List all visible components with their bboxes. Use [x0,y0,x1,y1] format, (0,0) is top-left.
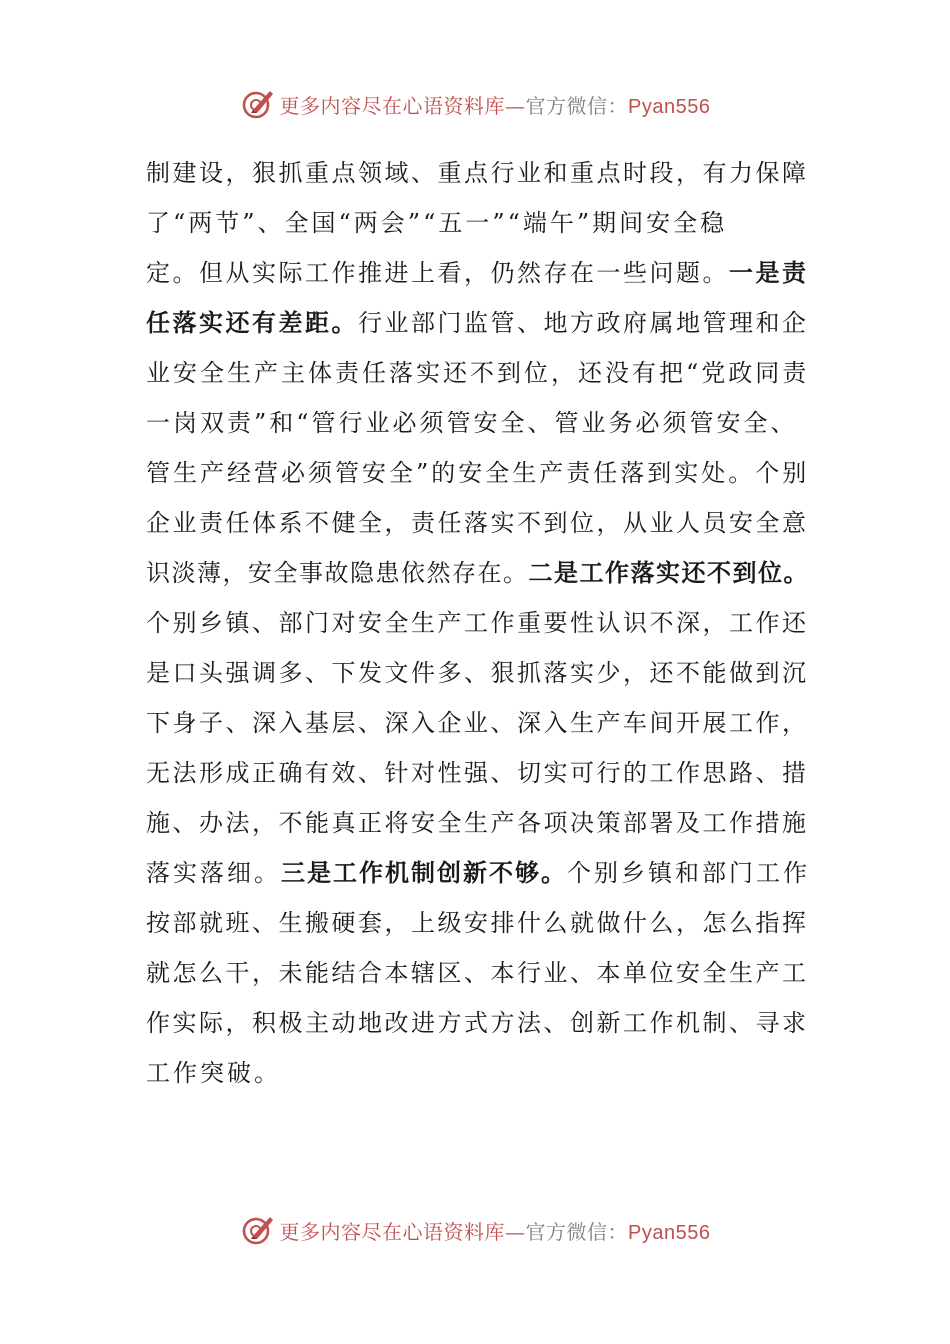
watermark-site: 更多内容尽在心语资料库 [279,93,506,118]
text-line [146,1048,810,1098]
body-text: 一岗双责”和“管行业必须管安全、管业务必须管安全、 [146,409,798,437]
text-line [146,548,810,598]
text-line [146,948,810,998]
body-text: 工作突破。 [146,1059,281,1087]
body-text: 定。但从实际工作推进上看，仍然存在一些问题。 [146,259,729,287]
bold-heading-text: 三是工作机制创新不够。 [281,859,567,887]
bold-heading-text: 一是责 [729,259,809,287]
body-text: 施、办法，不能真正将安全生产各项决策部署及工作措施 [146,809,809,837]
body-text: 识淡薄，安全事故隐患依然存在。 [146,559,529,587]
text-line [146,398,810,448]
body-text: 制建设，狠抓重点领域、重点行业和重点时段，有力保障 [146,159,809,187]
text-line [146,248,810,298]
watermark-dash: — [505,93,526,118]
body-text: 了“两节”、全国“两会”“五一”“端午”期间安全稳 [146,209,728,237]
footer-watermark [0,1210,950,1250]
body-text: 无法形成正确有效、针对性强、切实可行的工作思路、措 [146,759,809,787]
body-text: 按部就班、生搬硬套，上级安排什么就做什么，怎么指挥 [146,909,809,937]
watermark-text [280,1216,711,1245]
text-line [146,698,810,748]
watermark-text [280,90,711,119]
text-line [146,998,810,1048]
watermark-site: 更多内容尽在心语资料库 [279,1219,506,1244]
text-line [146,498,810,548]
watermark-label: 官方微信： [525,93,629,118]
pen-logo-icon [240,1212,276,1248]
text-line [146,348,810,398]
text-line [146,598,810,648]
body-text: 业安全生产主体责任落实还不到位，还没有把“党政同责 [146,359,810,387]
body-text: 个别乡镇和部门工作 [567,859,810,887]
bold-heading-text: 任落实还有差距。 [146,309,358,337]
document-body [146,148,810,1098]
text-line [146,448,810,498]
text-line [146,898,810,948]
bold-heading-text: 二是工作落实还不到位。 [528,559,809,587]
watermark-wechat-id: Pyan556 [628,95,711,118]
text-line [146,848,810,898]
text-line [146,148,810,198]
watermark-label: 官方微信： [525,1219,629,1244]
header-watermark [0,84,950,124]
body-text: 就怎么干，未能结合本辖区、本行业、本单位安全生产工 [146,959,809,987]
watermark-dash: — [505,1219,526,1244]
body-text: 行业部门监管、地方政府属地管理和企 [358,309,809,337]
text-line [146,198,810,248]
watermark-wechat-id: Pyan556 [628,1221,711,1244]
text-line [146,748,810,798]
body-text: 企业责任体系不健全，责任落实不到位，从业人员安全意 [146,509,809,537]
body-text: 作实际，积极主动地改进方式方法、创新工作机制、寻求 [146,1009,809,1037]
text-line [146,648,810,698]
body-text: 管生产经营必须管安全”的安全生产责任落到实处。个别 [146,459,810,487]
text-line [146,798,810,848]
body-text: 落实落细。 [146,859,281,887]
body-text: 是口头强调多、下发文件多、狠抓落实少，还不能做到沉 [146,659,809,687]
pen-logo-icon [240,86,276,122]
body-text: 个别乡镇、部门对安全生产工作重要性认识不深，工作还 [146,609,809,637]
text-line [146,298,810,348]
body-text: 下身子、深入基层、深入企业、深入生产车间开展工作， [146,709,809,737]
